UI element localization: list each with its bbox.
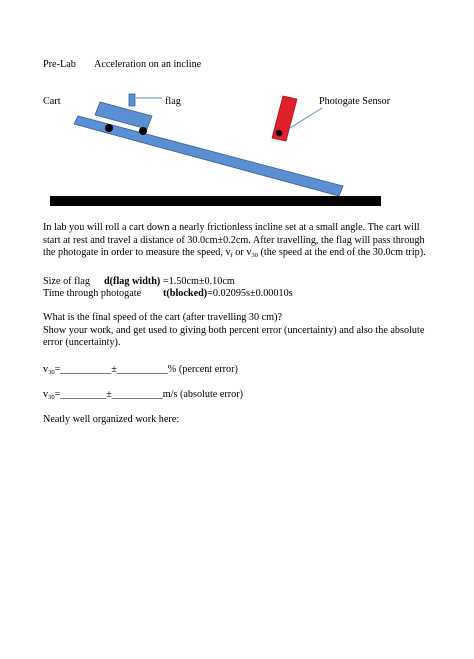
time-value: t(blocked)=0.02095s±0.00010s — [163, 288, 293, 299]
cart-wheel-rear — [139, 127, 147, 135]
question-line-1: What is the final speed of the cart (after travelling 30 cm)? — [43, 312, 283, 323]
time-label: Time through photogate — [43, 288, 142, 299]
question-paragraph — [43, 312, 463, 350]
cart-label: Cart — [43, 96, 61, 107]
page-title: Acceleration on an incline — [94, 59, 202, 70]
photogate-label: Photogate Sensor — [319, 96, 391, 107]
prelab-label: Pre-Lab — [43, 59, 76, 70]
intro-line-2: start at rest and travel a distance of 30.0cm±0.2cm. After travelling, the flag will pass through — [43, 234, 425, 246]
question-line-2: Show your work, and get used to giving both percent error (uncertainty) and also the absolute — [43, 324, 425, 336]
intro-line-1: In lab you will roll a cart down a nearly frictionless incline set at a small angle. The cart will — [43, 222, 420, 233]
incline-ramp — [74, 116, 343, 196]
flag-size-label: Size of flag — [43, 276, 90, 287]
photogate-dot — [276, 130, 282, 136]
flag-label: flag — [165, 96, 181, 107]
photogate-pointer — [290, 108, 322, 128]
flag-size-value: d(flag width) =1.50cm±0.10cm — [104, 276, 235, 287]
photogate-sensor — [272, 96, 297, 141]
intro-paragraph — [43, 222, 463, 261]
cart-flag — [129, 94, 135, 106]
intro-line-3: the photogate in order to measure the speed, vf or v30 (the speed at the end of the 30.0cm trip). — [43, 247, 426, 260]
incline-diagram — [0, 0, 474, 220]
work-area-label: Neatly well organized work here: — [43, 414, 180, 425]
percent-error-blank[interactable]: v30=__________±__________% (percent error) — [43, 364, 238, 376]
cart-wheel-front — [105, 124, 113, 132]
question-line-3: error (uncertainty). — [43, 337, 121, 349]
ground-bar — [50, 196, 381, 206]
absolute-error-blank[interactable]: v30=_________±__________m/s (absolute error) — [43, 389, 244, 401]
